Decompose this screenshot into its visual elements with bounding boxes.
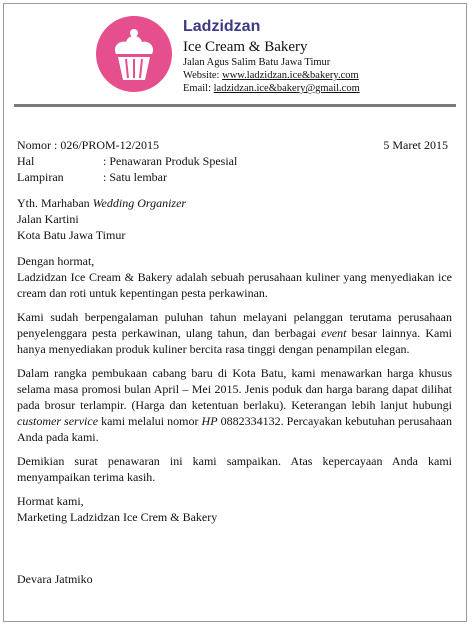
letter-date: 5 Maret 2015 [383,138,448,152]
letterhead [183,18,360,95]
nomor-row [17,137,452,153]
email-label: Email: [183,83,211,94]
lampiran-row [17,169,452,185]
lampiran-value: : Satu lembar [103,170,167,184]
cupcake-icon [110,28,158,82]
company-website-line [183,69,360,82]
letter-page [3,3,467,622]
website-label: Website: [183,70,220,81]
letter-body [17,137,452,587]
hal-label: Hal [17,154,35,168]
email-link[interactable]: ladzidzan.ice&bakery@gmail.com [213,83,360,94]
recipient-line-2: Jalan Kartini [17,212,79,226]
company-name: Ladzidzan [183,18,261,35]
company-email-line [183,82,360,95]
nomor: Nomor : 026/PROM-12/2015 [17,138,160,152]
greeting: Dengan hormat, [17,254,95,268]
paragraph-2: Kami sudah berpengalaman puluhan tahun melayani pelanggan terutama perusahaan penyelenggara pesta perkawinan, ulang tahun, dan berbagai event besar lainnya. Kami hanya menyediakan produk kuliner bercita rasa tinggi dengan penampilan elegan. [17,310,453,356]
company-address: Jalan Agus Salim Batu Jawa Timur [183,57,331,68]
lampiran-label: Lampiran [17,170,64,184]
company-tagline: Ice Cream & Bakery [183,39,308,55]
hal-row [17,153,452,169]
letterhead-divider [14,104,456,107]
closing-salutation: Hormat kami, [17,494,84,508]
company-logo [96,16,172,92]
paragraph-3: Dalam rangka pembukaan cabang baru di Kota Batu, kami menawarkan harga khusus selama masa promosi bulan April – Mei 2015. Jenis poduk dan harga barang dapat dilihat pada brosur terlampir. (Harga dan ketentuan berlaku). Keterangan lebih lanjut hubungi customer service kami melalui nomor HP 0882334132. Percayakan kebutuhan perusahaan Anda pada kami. [17,366,452,444]
hal-value: : Penawaran Produk Spesial [103,154,238,168]
paragraph-4: Demikian surat penawaran ini kami sampaikan. Atas kepercayaan Anda kami menyampaikan terima kasih. [17,454,452,484]
closing-sender: Marketing Ladzidzan Ice Crem & Bakery [17,510,218,524]
recipient-line-1: Yth. Marhaban Wedding Organizer [17,196,187,210]
signer-name: Devara Jatmiko [17,572,93,586]
recipient-line-3: Kota Batu Jawa Timur [17,228,126,242]
website-link[interactable]: www.ladzidzan.ice&bakery.com [222,70,359,81]
paragraph-1: Ladzidzan Ice Cream & Bakery adalah sebuah perusahaan kuliner yang menyediakan ice cream dan roti untuk kepentingan pesta perkawinan. [17,270,452,300]
